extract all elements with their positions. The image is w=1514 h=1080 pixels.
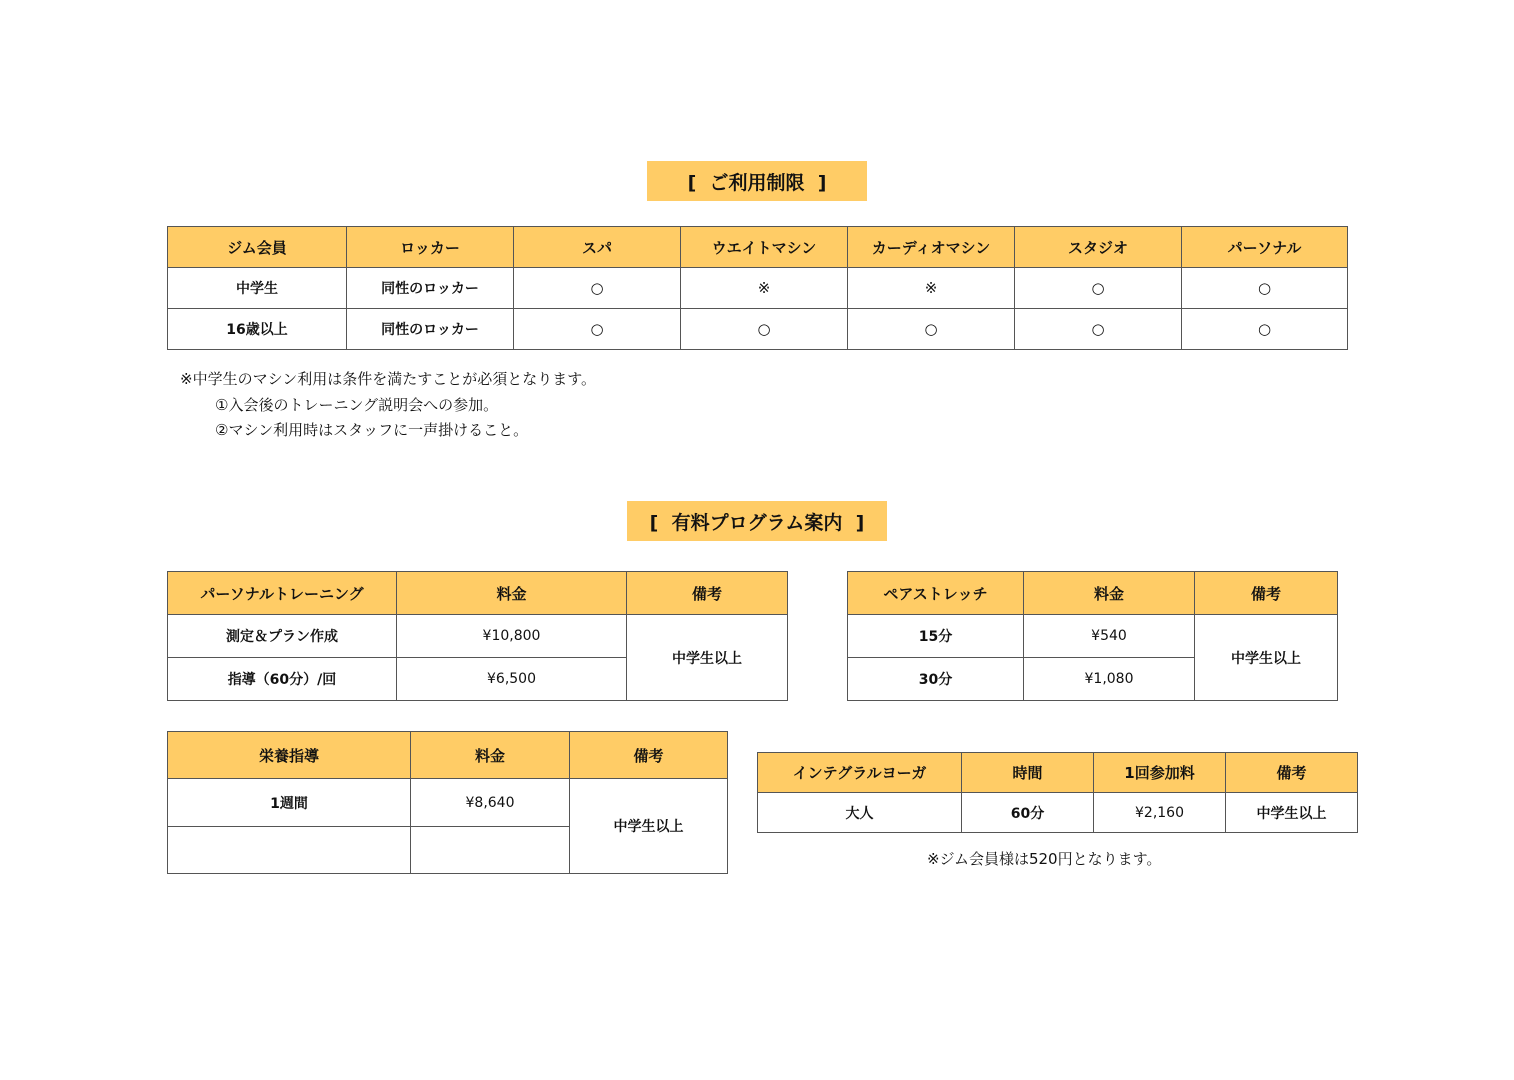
weight-mark: ○: [681, 309, 848, 350]
header-studio: スタジオ: [1015, 227, 1182, 268]
header-participation-fee: 1回参加料: [1094, 753, 1226, 793]
header-spa: スパ: [514, 227, 681, 268]
member-type: 16歳以上: [168, 309, 347, 350]
nutrition-fee: [411, 827, 570, 874]
header-personal: パーソナル: [1182, 227, 1348, 268]
usage-table: [167, 226, 1348, 350]
table-row: [168, 268, 1348, 309]
usage-header-row: [168, 227, 1348, 268]
yoga-table: [757, 752, 1358, 833]
yoga-target: 大人: [758, 793, 962, 833]
header-nutrition: 栄養指導: [168, 732, 411, 779]
cardio-mark: ※: [848, 268, 1015, 309]
header-remark: 備考: [627, 572, 788, 615]
usage-note-2: ②マシン利用時はスタッフに一声掛けること。: [215, 421, 529, 439]
table-row: [758, 793, 1358, 833]
program-remark: 中学生以上: [627, 615, 788, 701]
header-locker: ロッカー: [347, 227, 514, 268]
yoga-note: ※ジム会員様は520円となります。: [927, 850, 1162, 868]
pair-stretch-table: [847, 571, 1338, 701]
yoga-remark: 中学生以上: [1226, 793, 1358, 833]
program-name: 指導（60分）/回: [168, 658, 397, 701]
personal-mark: ○: [1182, 309, 1348, 350]
program-fee: ¥6,500: [397, 658, 627, 701]
header-cardio-machine: カーディオマシン: [848, 227, 1015, 268]
nutrition-remark: 中学生以上: [570, 779, 728, 874]
program-fee: ¥10,800: [397, 615, 627, 658]
header-remark: 備考: [570, 732, 728, 779]
programs-title: [ 有料プログラム案内 ]: [627, 501, 887, 541]
header-weight-machine: ウエイトマシン: [681, 227, 848, 268]
locker-cell: 同性のロッカー: [347, 309, 514, 350]
studio-mark: ○: [1015, 268, 1182, 309]
header-pair-stretch: ペアストレッチ: [848, 572, 1024, 615]
header-personal-training: パーソナルトレーニング: [168, 572, 397, 615]
table-row: [168, 309, 1348, 350]
weight-mark: ※: [681, 268, 848, 309]
table-row: [168, 779, 728, 827]
header-remark: 備考: [1195, 572, 1338, 615]
spa-mark: ○: [514, 268, 681, 309]
member-type: 中学生: [168, 268, 347, 309]
usage-note-main: ※中学生のマシン利用は条件を満たすことが必須となります。: [180, 370, 596, 388]
table-row: [168, 615, 788, 658]
usage-note-1: ①入会後のトレーニング説明会への参加。: [215, 396, 499, 414]
nutrition-period: 1週間: [168, 779, 411, 827]
cardio-mark: ○: [848, 309, 1015, 350]
table-header-row: [168, 572, 788, 615]
header-time: 時間: [962, 753, 1094, 793]
table-header-row: [758, 753, 1358, 793]
personal-training-table: [167, 571, 788, 701]
stretch-duration: 15分: [848, 615, 1024, 658]
header-remark: 備考: [1226, 753, 1358, 793]
spa-mark: ○: [514, 309, 681, 350]
nutrition-period: [168, 827, 411, 874]
yoga-time: 60分: [962, 793, 1094, 833]
personal-mark: ○: [1182, 268, 1348, 309]
header-fee: 料金: [1024, 572, 1195, 615]
stretch-duration: 30分: [848, 658, 1024, 701]
header-fee: 料金: [397, 572, 627, 615]
studio-mark: ○: [1015, 309, 1182, 350]
header-fee: 料金: [411, 732, 570, 779]
table-header-row: [848, 572, 1338, 615]
header-gym-member: ジム会員: [168, 227, 347, 268]
stretch-fee: ¥540: [1024, 615, 1195, 658]
nutrition-fee: ¥8,640: [411, 779, 570, 827]
program-name: 測定＆プラン作成: [168, 615, 397, 658]
header-yoga: インテグラルヨーガ: [758, 753, 962, 793]
stretch-fee: ¥1,080: [1024, 658, 1195, 701]
usage-title: [ ご利用制限 ]: [647, 161, 867, 201]
table-row: [848, 615, 1338, 658]
nutrition-table: [167, 731, 728, 874]
yoga-fee: ¥2,160: [1094, 793, 1226, 833]
stretch-remark: 中学生以上: [1195, 615, 1338, 701]
table-header-row: [168, 732, 728, 779]
locker-cell: 同性のロッカー: [347, 268, 514, 309]
